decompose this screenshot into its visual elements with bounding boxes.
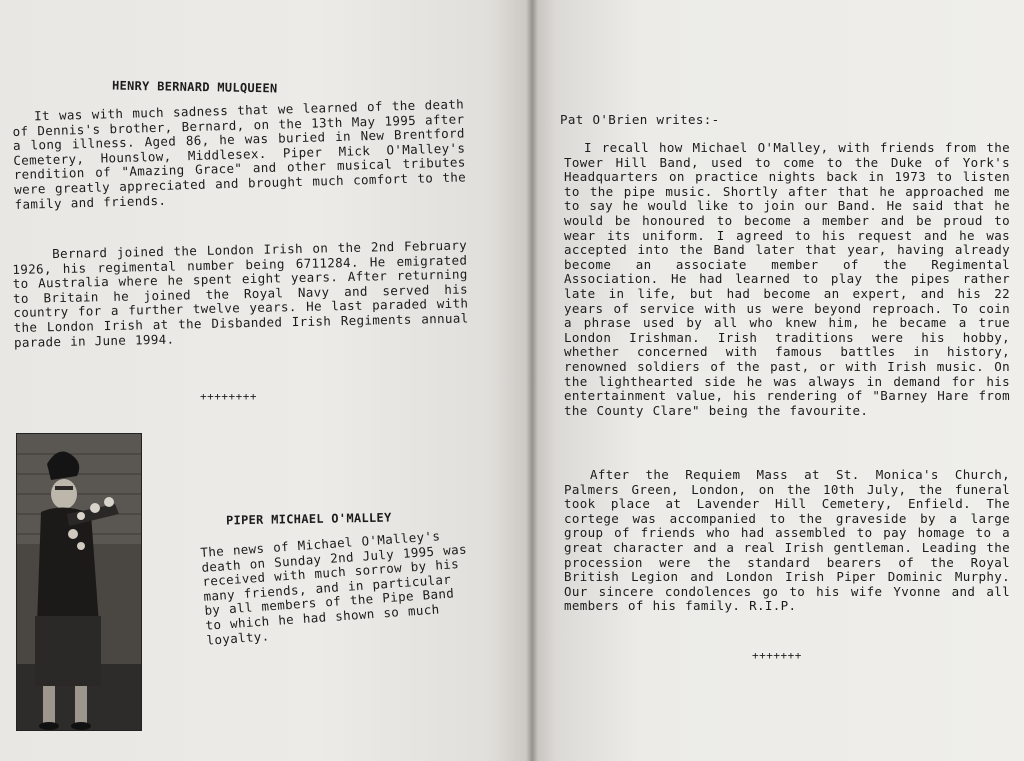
omalley-paragraph-2: After the Requiem Mass at St. Monica's Church, Palmers Green, London, on the 10th July, the funeral took place at Lavender Hill Cemetery, Enfield. The cortege was accompanied to the graveside by a large group of friends who had assembled to pay homage to a great character and a real Irish gentleman. Leading the procession were the standard bearers of the Royal British Legion and London Irish Piper Dominic Murphy. Our sincere condolences go to his wife Yvonne and all members of his family. R.I.P. <box>564 467 1010 614</box>
heading-piper-michael-omalley: PIPER MICHAEL O'MALLEY <box>225 510 392 528</box>
heading-henry-bernard-mulqueen: HENRY BERNARD MULQUEEN <box>111 78 278 96</box>
book-spine <box>526 0 538 761</box>
section-separator: +++++++ <box>752 649 802 662</box>
mulqueen-paragraph-1: It was with much sadness that we learned of the death of Dennis's brother, Bernard, on the 13th May 1995 after a long illness. Aged 86, he was buried in New Brentford Cemetery, Hounslow, Middlesex. Piper Mick O'Malley's rendition of "Amazing Grace" and other musical tributes were greatly appreciated and brought much comfort to the family and friends. <box>12 96 467 212</box>
piper-photo-image <box>17 434 141 730</box>
omalley-paragraph-1: I recall how Michael O'Malley, with friends from the Tower Hill Band, used to come to the Duke of York's Headquarters on practice nights back in 1973 to listen to the pipe music. Shortly after that he approached me to say he would like to join our Band. He said that he would be honoured to become a member and be proud to wear its uniform. I agreed to his request and he was accepted into the Band later that year, having already become an associate member of the Regimental Association. He had learned to play the pipes rather late in life, but had become an expert, and his 22 years of service with us were beyond reproach. To coin a phrase used by all who knew him, he became a true London Irishman. Irish traditions were his hobby, whether concerned with famous battles in history, renowned soldiers of the past, or with Irish music. On the lighthearted side he was always in demand for his entertainment value, his rendering of "Barney Hare from the County Clare" being the favourite. <box>564 140 1010 418</box>
mulqueen-paragraph-2: Bernard joined the London Irish on the 2nd February 1926, his regimental number being 6711284. He emigrated to Australia where he spent eight years. After returning to Britain he joined the Royal Navy and served his country for a further twelve years. He last paraded with the London Irish at the Disbanded Irish Regiments annual parade in June 1994. <box>12 237 469 350</box>
pat-obrien-subheading: Pat O'Brien writes:- <box>560 112 720 127</box>
right-page <box>532 0 1024 761</box>
piper-photo <box>16 433 142 731</box>
omalley-intro-paragraph: The news of Michael O'Malley's death on Sunday 2nd July 1995 was received with much sorrow by his many friends, and in particular by all members of the Pipe Band to which he had shown so much loyalty. <box>199 528 468 648</box>
section-separator: ++++++++ <box>200 390 257 403</box>
